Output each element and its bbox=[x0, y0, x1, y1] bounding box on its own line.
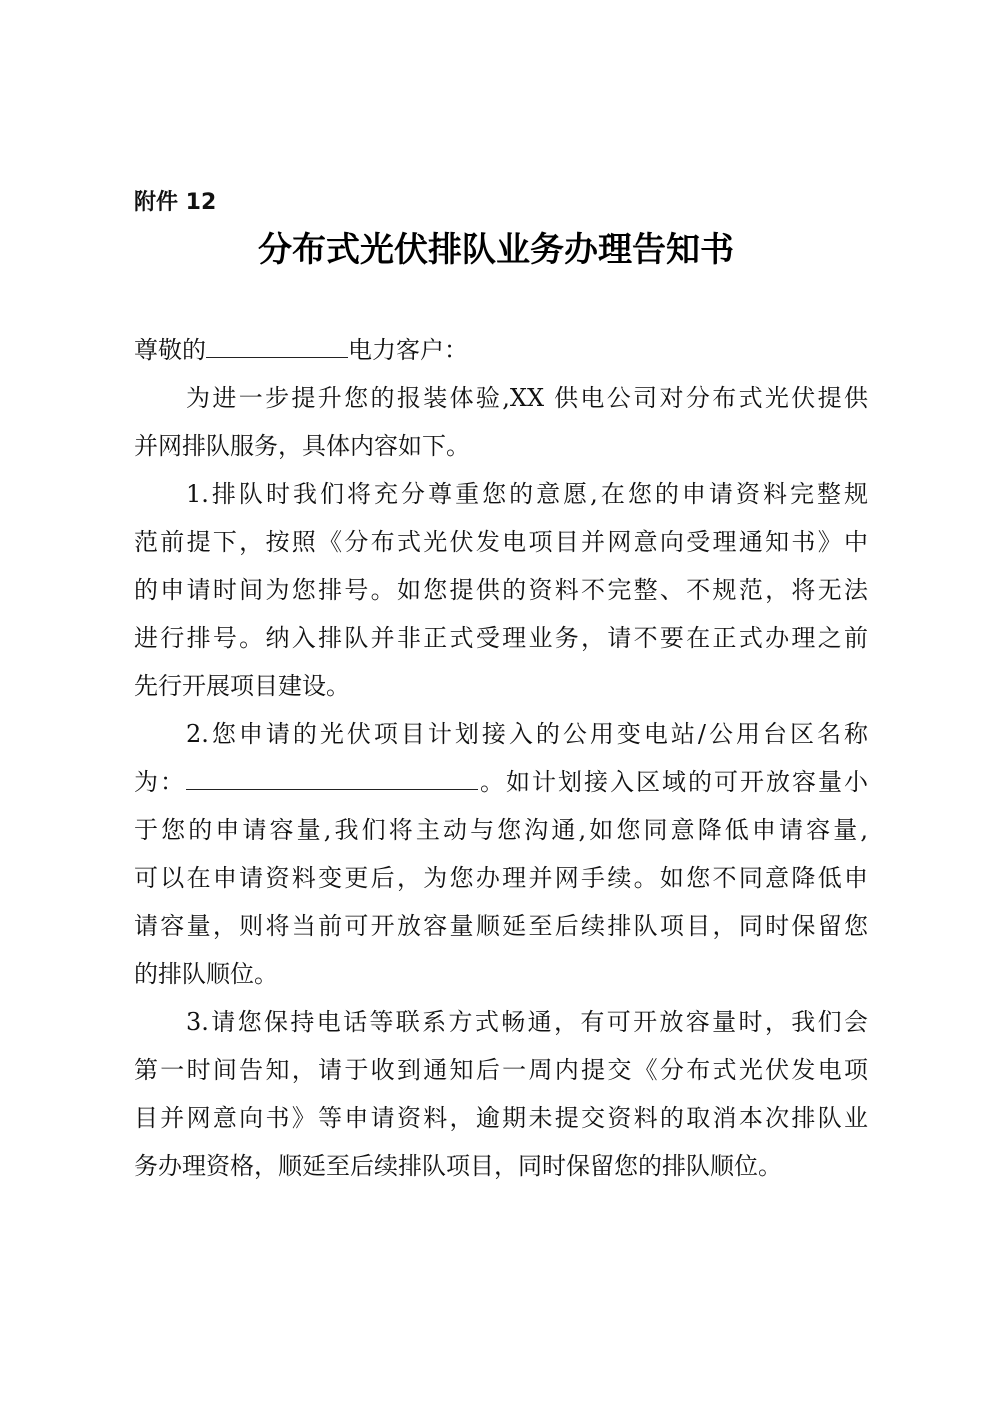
attachment-label: 附件 12 bbox=[134, 190, 217, 215]
salutation-suffix: 电力客户： bbox=[348, 336, 468, 364]
item1-line: 1.排队时我们将充分尊重您的意愿,在您的申请资料完整规 bbox=[186, 480, 868, 508]
item2-line-with-blank bbox=[134, 766, 868, 798]
item1-line: 进行排号。纳入排队并非正式受理业务，请不要在正式办理之前 bbox=[134, 624, 868, 652]
customer-name-blank[interactable] bbox=[206, 335, 348, 358]
item2-line2-prefix: 为： bbox=[134, 768, 186, 796]
item2-line2-suffix: 。如计划接入区域的可开放容量小 bbox=[478, 768, 868, 796]
substation-name-blank[interactable] bbox=[186, 767, 478, 790]
item3-line: 第一时间告知，请于收到通知后一周内提交《分布式光伏发电项 bbox=[134, 1056, 868, 1084]
item2-line: 可以在申请资料变更后，为您办理并网手续。如您不同意降低申 bbox=[134, 864, 868, 892]
document-title: 分布式光伏排队业务办理告知书 bbox=[258, 230, 734, 270]
item2-line: 于您的申请容量,我们将主动与您沟通,如您同意降低申请容量, bbox=[134, 816, 868, 844]
item3-line: 务办理资格，顺延至后续排队项目，同时保留您的排队顺位。 bbox=[134, 1152, 782, 1180]
salutation-prefix: 尊敬的 bbox=[134, 336, 206, 364]
item2-line: 请容量，则将当前可开放容量顺延至后续排队项目，同时保留您 bbox=[134, 912, 868, 940]
item2-line: 的排队顺位。 bbox=[134, 960, 278, 988]
item2-line: 2.您申请的光伏项目计划接入的公用变电站/公用台区名称 bbox=[186, 720, 868, 748]
item1-line: 范前提下，按照《分布式光伏发电项目并网意向受理通知书》中 bbox=[134, 528, 868, 556]
item3-line: 3.请您保持电话等联系方式畅通，有可开放容量时，我们会 bbox=[186, 1008, 868, 1036]
intro-line: 为进一步提升您的报装体验,XX 供电公司对分布式光伏提供 bbox=[186, 384, 868, 412]
salutation bbox=[134, 334, 868, 366]
item1-line: 先行开展项目建设。 bbox=[134, 672, 350, 700]
item1-line: 的申请时间为您排号。如您提供的资料不完整、不规范，将无法 bbox=[134, 576, 868, 604]
item3-line: 目并网意向书》等申请资料，逾期未提交资料的取消本次排队业 bbox=[134, 1104, 868, 1132]
intro-line: 并网排队服务，具体内容如下。 bbox=[134, 432, 470, 460]
